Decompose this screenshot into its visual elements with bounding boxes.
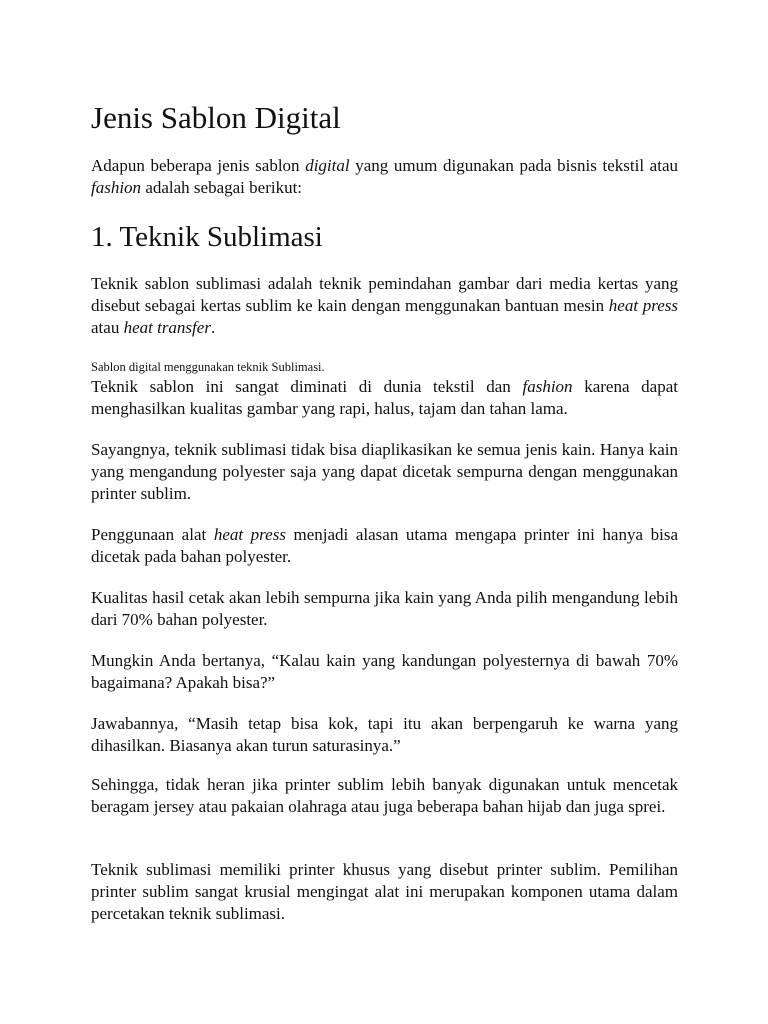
intro-italic-digital: digital bbox=[305, 156, 350, 175]
paragraph-text: Teknik sablon sublimasi adalah teknik pemindahan gambar dari media kertas yang disebut sebagai kertas sublim ke kain dengan menggunakan bantuan mesin bbox=[91, 274, 678, 315]
intro-text: adalah sebagai berikut: bbox=[141, 178, 303, 197]
italic-heat-press: heat press bbox=[213, 525, 286, 544]
intro-paragraph bbox=[91, 155, 678, 199]
italic-heat-transfer: heat transfer bbox=[123, 318, 211, 337]
intro-text: Adapun beberapa jenis sablon bbox=[91, 156, 306, 175]
image-caption: Sablon digital menggunakan teknik Sublimasi. bbox=[91, 360, 325, 374]
paragraph-3: Sayangnya, teknik sublimasi tidak bisa diaplikasikan ke semua jenis kain. Hanya kain yang mengandung polyester saja yang dapat dicetak sempurna dengan menggunakan printer sublim. bbox=[91, 440, 678, 503]
document-title: Jenis Sablon Digital bbox=[91, 100, 341, 135]
italic-heat-press: heat press bbox=[608, 296, 678, 315]
paragraph-6: Mungkin Anda bertanya, “Kalau kain yang kandungan polyesternya di bawah 70% bagaimana? Apakah bisa?” bbox=[91, 651, 678, 692]
paragraph-1 bbox=[91, 273, 678, 339]
paragraph-9: Teknik sublimasi memiliki printer khusus yang disebut printer sublim. Pemilihan printer sublim sangat krusial mengingat alat ini merupakan komponen utama dalam percetakan teknik sublimasi. bbox=[91, 860, 678, 923]
paragraph-text: menjadi alasan utama mengapa printer ini hanya bisa dicetak pada bahan polyester. bbox=[91, 525, 678, 566]
paragraph-text: Penggunaan alat bbox=[91, 525, 214, 544]
paragraph-8: Sehingga, tidak heran jika printer sublim lebih banyak digunakan untuk mencetak beragam jersey atau pakaian olahraga atau juga beberapa bahan hijab dan juga sprei. bbox=[91, 775, 678, 816]
section-heading-sublimasi: 1. Teknik Sublimasi bbox=[91, 221, 323, 253]
paragraph-text: atau bbox=[91, 318, 124, 337]
paragraph-7: Jawabannya, “Masih tetap bisa kok, tapi itu akan berpengaruh ke warna yang dihasilkan. Biasanya akan turun saturasinya.” bbox=[91, 714, 678, 755]
paragraph-2 bbox=[91, 376, 678, 420]
paragraph-text: karena dapat menghasilkan kualitas gambar yang rapi, halus, tajam dan tahan lama. bbox=[91, 377, 678, 418]
intro-italic-fashion: fashion bbox=[91, 178, 142, 197]
italic-fashion: fashion bbox=[522, 377, 573, 396]
paragraph-text: . bbox=[210, 318, 216, 337]
paragraph-text: Teknik sablon ini sangat diminati di dunia tekstil dan bbox=[91, 377, 523, 396]
intro-text: yang umum digunakan pada bisnis tekstil atau bbox=[349, 156, 678, 175]
paragraph-4 bbox=[91, 524, 678, 568]
paragraph-5: Kualitas hasil cetak akan lebih sempurna jika kain yang Anda pilih mengandung lebih dari 70% bahan polyester. bbox=[91, 588, 678, 629]
